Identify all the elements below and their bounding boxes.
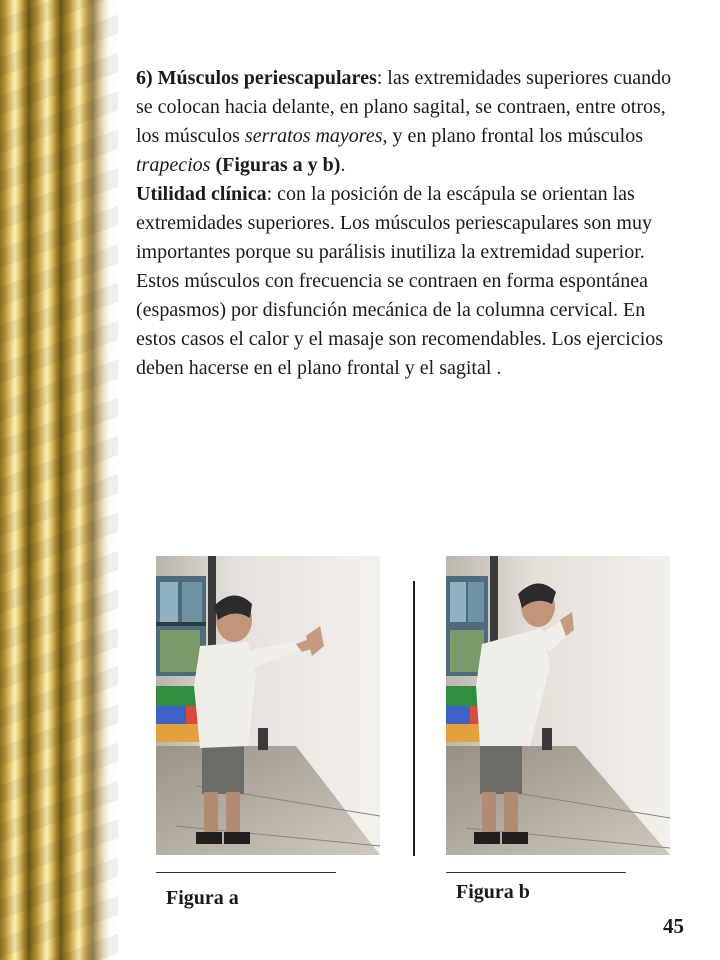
page-number: 45 (663, 914, 684, 938)
figures-reference: (Figuras a y b) (215, 154, 341, 176)
muscle-name-trapecios: trapecios (136, 154, 211, 176)
caption-underline-a (156, 872, 336, 873)
divider-line (413, 581, 415, 856)
clinical-label: Utilidad clínica (136, 183, 267, 205)
figure-b-photo (446, 556, 670, 855)
body-text (136, 64, 676, 383)
curtain-shading (0, 0, 118, 960)
paragraph-text: . (340, 154, 346, 176)
section-heading: 6) Músculos periescapulares (136, 67, 377, 89)
photo-illustration (446, 556, 670, 855)
figure-a-caption: Figura a (166, 887, 239, 909)
photo-illustration (156, 556, 380, 855)
clinical-paragraph (136, 180, 676, 383)
figure-b-caption: Figura b (456, 881, 530, 903)
caption-underline-b (446, 872, 626, 873)
muscles-paragraph (136, 64, 676, 180)
figure-a-photo (156, 556, 380, 855)
paragraph-text: : las extremidades superiores cuando se colocan hacia delante, en plano sagital, se contraen, entre otros, los músculos (136, 67, 672, 147)
paragraph-text: y en plano frontal los músculos (387, 125, 644, 147)
muscle-name-serratos: serratos mayores, (244, 125, 388, 147)
clinical-text: : con la posición de la escápula se orientan las extremidades superiores. Los músculos periescapulares son muy importantes porque su parálisis inutiliza la extremidad superior. Estos músculos con frecuencia se contraen en forma espontánea (espasmos) por disfunción mecánica de la columna cervical. En estos casos el calor y el masaje son recomendables. Los ejercicios deben hacerse en el plano frontal y el sagital . (136, 183, 664, 379)
